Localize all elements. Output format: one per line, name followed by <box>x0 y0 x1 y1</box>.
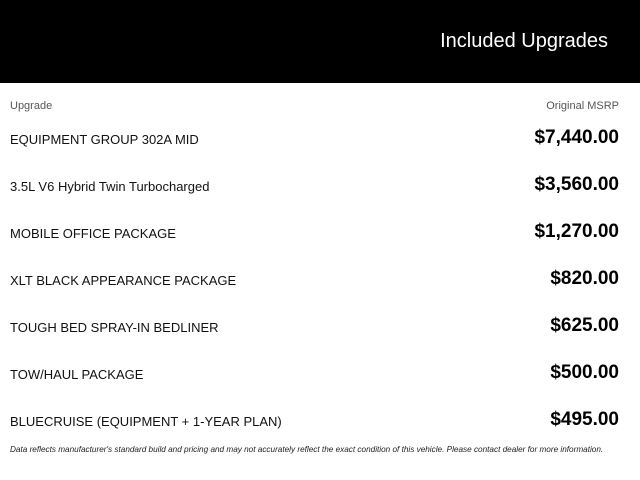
column-header-msrp: Original MSRP <box>546 100 619 112</box>
upgrade-name: EQUIPMENT GROUP 302A MID <box>10 132 199 147</box>
table-row <box>0 210 640 257</box>
upgrade-name: TOW/HAUL PACKAGE <box>10 367 144 382</box>
header-bar <box>0 0 640 83</box>
table-row <box>0 116 640 163</box>
upgrade-price: $495.00 <box>550 409 619 430</box>
page-title: Included Upgrades <box>440 30 608 52</box>
upgrade-price: $500.00 <box>550 362 619 383</box>
upgrade-price: $1,270.00 <box>534 221 619 242</box>
table-row <box>0 304 640 351</box>
table-row <box>0 351 640 398</box>
upgrade-price: $625.00 <box>550 315 619 336</box>
upgrade-name: 3.5L V6 Hybrid Twin Turbocharged <box>10 179 210 194</box>
upgrade-name: TOUGH BED SPRAY-IN BEDLINER <box>10 320 219 335</box>
upgrade-name: MOBILE OFFICE PACKAGE <box>10 226 176 241</box>
table-row <box>0 398 640 445</box>
table-row <box>0 257 640 304</box>
upgrade-price: $3,560.00 <box>534 174 619 195</box>
table-row <box>0 163 640 210</box>
upgrade-name: BLUECRUISE (EQUIPMENT + 1-YEAR PLAN) <box>10 414 282 429</box>
upgrades-table <box>0 116 640 445</box>
column-header-upgrade: Upgrade <box>10 100 53 112</box>
upgrade-price: $820.00 <box>550 268 619 289</box>
upgrade-name: XLT BLACK APPEARANCE PACKAGE <box>10 273 237 288</box>
upgrade-price: $7,440.00 <box>534 127 619 148</box>
disclaimer-text: Data reflects manufacturer's standard build and pricing and may not accurately reflect the exact condition of this vehicle. Please contact dealer for more information. <box>10 445 604 454</box>
